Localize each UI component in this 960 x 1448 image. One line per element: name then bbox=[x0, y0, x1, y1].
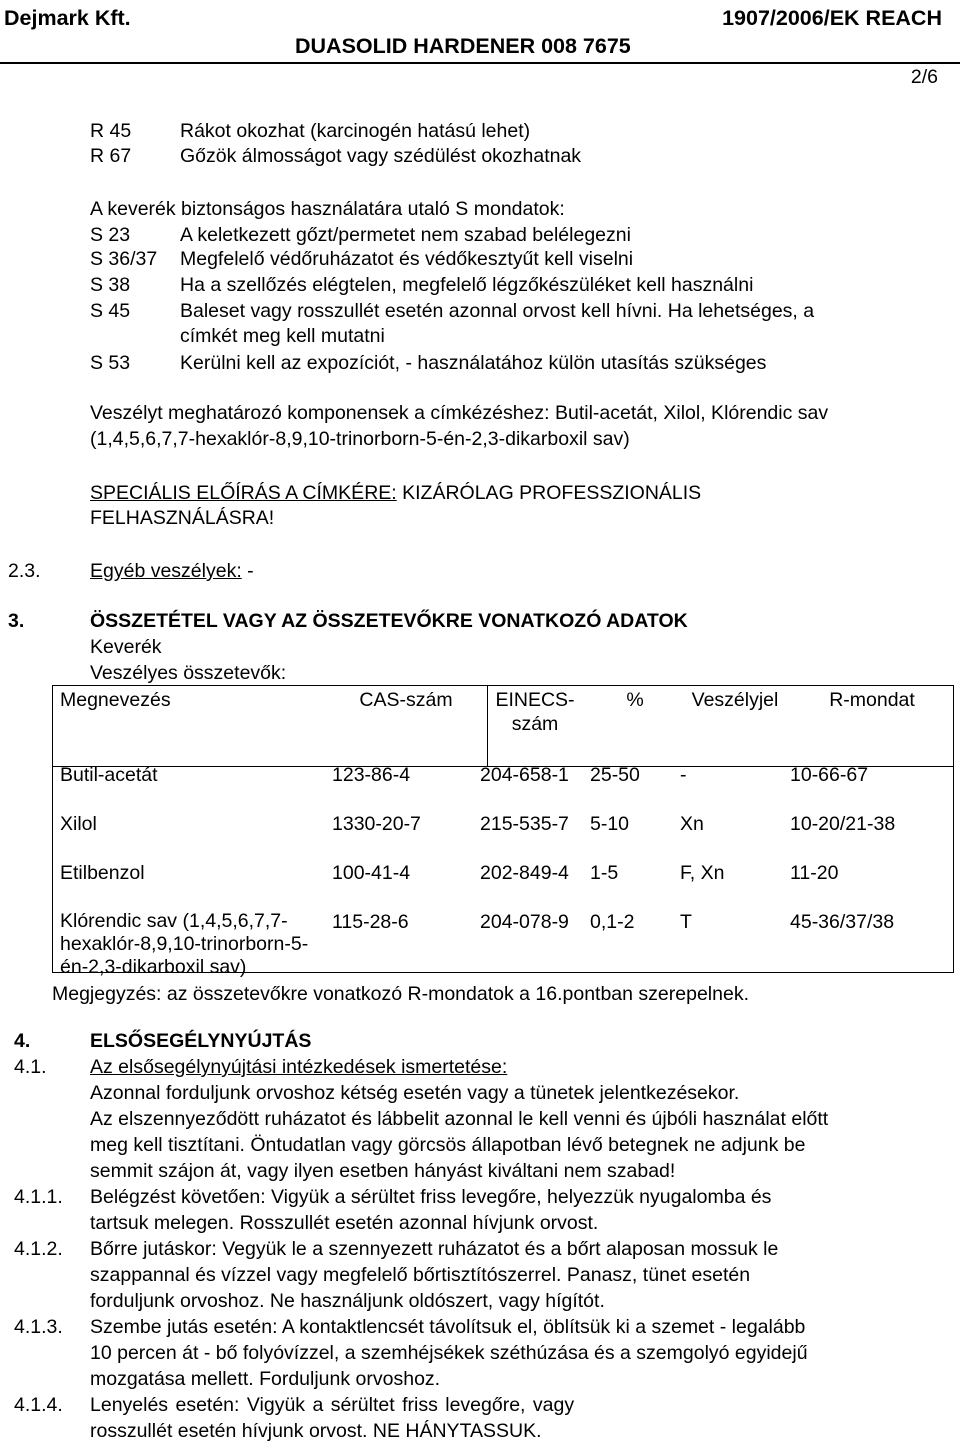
special-text: KIZÁRÓLAG PROFESSZIONÁLIS bbox=[396, 482, 702, 504]
item-number: 4.1.4. bbox=[14, 1394, 63, 1416]
col-header-rphrase: R-mondat bbox=[829, 689, 915, 711]
s-code: S 38 bbox=[90, 274, 131, 296]
section-number: 3. bbox=[8, 610, 25, 632]
cell-einecs: 215-535-7 bbox=[480, 813, 569, 835]
r-code: R 45 bbox=[90, 120, 132, 142]
cell-symbol: Xn bbox=[680, 813, 704, 835]
paragraph-line: mozgatása mellett. Forduljunk orvoshoz. bbox=[90, 1368, 441, 1390]
s-code: S 53 bbox=[90, 352, 131, 374]
paragraph-line: Lenyelés esetén: Vigyük a sérültet friss levegőre, vagy bbox=[90, 1394, 575, 1416]
page-number: 2/6 bbox=[910, 66, 938, 88]
product-name: DUASOLID HARDENER 008 7675 bbox=[295, 34, 631, 58]
item-number: 4.1.2. bbox=[14, 1238, 63, 1260]
col-header-cas: CAS-szám bbox=[359, 689, 453, 711]
cell-symbol: F, Xn bbox=[680, 862, 725, 884]
item-number: 4.1.1. bbox=[14, 1186, 63, 1208]
special-notice bbox=[90, 484, 701, 504]
paragraph-line: 10 percen át - bő folyóvízzel, a szemhéjsékek széthúzása és a szemgolyó egyidejű bbox=[90, 1342, 808, 1364]
cell-name: Etilbenzol bbox=[60, 862, 145, 884]
s-text: Megfelelő védőruházatot és védőkesztyűt kell viselni bbox=[180, 248, 634, 270]
cell-cas: 115-28-6 bbox=[332, 911, 409, 933]
cell-einecs: 202-849-4 bbox=[480, 862, 569, 884]
paragraph-line: Belégzést követően: Vigyük a sérültet friss levegőre, helyezzük nyugalomba és bbox=[90, 1186, 772, 1208]
header-rule bbox=[0, 62, 960, 64]
subsection-title: Az elsősegélynyújtási intézkedések ismertetése: bbox=[90, 1056, 508, 1078]
cell-percent: 25-50 bbox=[590, 764, 640, 786]
cell-name: Xilol bbox=[60, 813, 97, 835]
s-text-cont: címkét meg kell mutatni bbox=[180, 325, 385, 347]
section-title: ÖSSZETÉTEL VAGY AZ ÖSSZETEVŐKRE VONATKOZÓ ADATOK bbox=[90, 610, 688, 632]
regulation-ref: 1907/2006/EK REACH bbox=[722, 6, 942, 30]
hazardous-components-label: Veszélyes összetevők: bbox=[90, 662, 287, 684]
other-hazards bbox=[90, 562, 254, 582]
table-note: Megjegyzés: az összetevőkre vonatkozó R-mondatok a 16.pontban szerepelnek. bbox=[52, 983, 749, 1005]
paragraph-line: Szembe jutás esetén: A kontaktlencsét távolítsuk el, öblítsük ki a szemet - legalább bbox=[90, 1316, 806, 1338]
paragraph-line: semmit szájon át, vagy ilyen esetben hányást kiváltani nem szabad! bbox=[90, 1160, 676, 1182]
cell-rphrase: 45-36/37/38 bbox=[790, 911, 895, 933]
paragraph-line: rosszullét esetén hívjunk orvost. NE HÁNYTASSUK. bbox=[90, 1420, 542, 1442]
s-text: Ha a szellőzés elégtelen, megfelelő légzőkészüléket kell használni bbox=[180, 274, 754, 296]
s-text: A keletkezett gőzt/permetet nem szabad belélegezni bbox=[180, 224, 631, 246]
subsection-number: 4.1. bbox=[14, 1056, 47, 1078]
cell-symbol: T bbox=[680, 911, 692, 933]
hazard-components-cont: (1,4,5,6,7,7-hexaklór-8,9,10-trinorborn-5-én-2,3-dikarboxil sav) bbox=[90, 428, 630, 450]
special-label: SPECIÁLIS ELŐÍRÁS A CÍMKÉRE: bbox=[90, 482, 397, 504]
cell-einecs: 204-658-1 bbox=[480, 764, 569, 786]
table-row bbox=[52, 910, 954, 979]
col-header-einecs: EINECS- szám bbox=[495, 689, 575, 735]
col-header-symbol: Veszélyjel bbox=[691, 689, 779, 711]
cell-cas: 1330-20-7 bbox=[332, 813, 421, 835]
cell-name: Klórendic sav (1,4,5,6,7,7- hexaklór-8,9,10-trinorborn-5- én-2,3-dikarboxil sav) bbox=[60, 910, 309, 978]
paragraph-line: Azonnal forduljunk orvoshoz kétség esetén vagy a tünetek jelentkezésekor. bbox=[90, 1082, 740, 1104]
s-text: Kerülni kell az expozíciót, - használatához külön utasítás szükséges bbox=[180, 352, 767, 374]
company-name: Dejmark Kft. bbox=[4, 6, 131, 30]
table-row bbox=[52, 861, 954, 910]
composition-table bbox=[52, 685, 954, 979]
section-title: ELSŐSEGÉLYNYÚJTÁS bbox=[90, 1030, 312, 1052]
s-code: S 36/37 bbox=[90, 248, 158, 270]
cell-cas: 100-41-4 bbox=[332, 862, 411, 884]
s-intro: A keverék biztonságos használatára utaló S mondatok: bbox=[90, 198, 565, 220]
paragraph-line: Bőrre jutáskor: Vegyük le a szennyezett ruházatot és a bőrt alaposan mossuk le bbox=[90, 1238, 779, 1260]
paragraph-line: Az elszennyeződött ruházatot és lábbelit azonnal le kell venni és újbóli használat előtt bbox=[90, 1108, 829, 1130]
cell-name: Butil-acetát bbox=[60, 764, 158, 786]
r-code: R 67 bbox=[90, 145, 132, 167]
cell-rphrase: 10-20/21-38 bbox=[790, 813, 896, 835]
paragraph-line: tartsuk melegen. Rosszullét esetén azonnal hívjunk orvost. bbox=[90, 1212, 599, 1234]
paragraph-line: meg kell tisztítani. Öntudatlan vagy görcsös állapotban lévő betegnek ne adjunk be bbox=[90, 1134, 806, 1156]
s-text: Baleset vagy rosszullét esetén azonnal orvost kell hívni. Ha lehetséges, a bbox=[180, 300, 815, 322]
table-row bbox=[52, 763, 954, 812]
paragraph-line: szappannal és vízzel vagy megfelelő bőrtisztítószerrel. Panasz, tünet esetén bbox=[90, 1264, 751, 1286]
s-code: S 23 bbox=[90, 224, 131, 246]
section-number: 4. bbox=[14, 1030, 31, 1052]
cell-cas: 123-86-4 bbox=[332, 764, 411, 786]
special-text-cont: FELHASZNÁLÁSRA! bbox=[90, 507, 275, 529]
col-header-percent: % bbox=[626, 689, 644, 711]
col-header-name: Megnevezés bbox=[60, 689, 171, 711]
hazard-components: Veszélyt meghatározó komponensek a címkézéshez: Butil-acetát, Xilol, Klórendic sav bbox=[90, 402, 829, 424]
mixture-label: Keverék bbox=[90, 636, 162, 658]
other-hazards-label: Egyéb veszélyek: bbox=[90, 560, 242, 582]
other-hazards-value: - bbox=[241, 560, 254, 582]
cell-percent: 1-5 bbox=[590, 862, 619, 884]
cell-rphrase: 11-20 bbox=[790, 862, 839, 884]
section-number: 2.3. bbox=[8, 560, 41, 582]
paragraph-line: forduljunk orvoshoz. Ne használjunk oldószert, vagy hígítót. bbox=[90, 1290, 605, 1312]
cell-einecs: 204-078-9 bbox=[480, 911, 569, 933]
cell-rphrase: 10-66-67 bbox=[790, 764, 869, 786]
item-number: 4.1.3. bbox=[14, 1316, 63, 1338]
table-header-row bbox=[52, 685, 954, 763]
cell-symbol: - bbox=[680, 764, 687, 786]
r-text: Gőzök álmosságot vagy szédülést okozhatnak bbox=[180, 145, 582, 167]
cell-percent: 0,1-2 bbox=[590, 911, 635, 933]
s-code: S 45 bbox=[90, 300, 131, 322]
table-row bbox=[52, 812, 954, 861]
r-text: Rákot okozhat (karcinogén hatású lehet) bbox=[180, 120, 531, 142]
cell-percent: 5-10 bbox=[590, 813, 630, 835]
